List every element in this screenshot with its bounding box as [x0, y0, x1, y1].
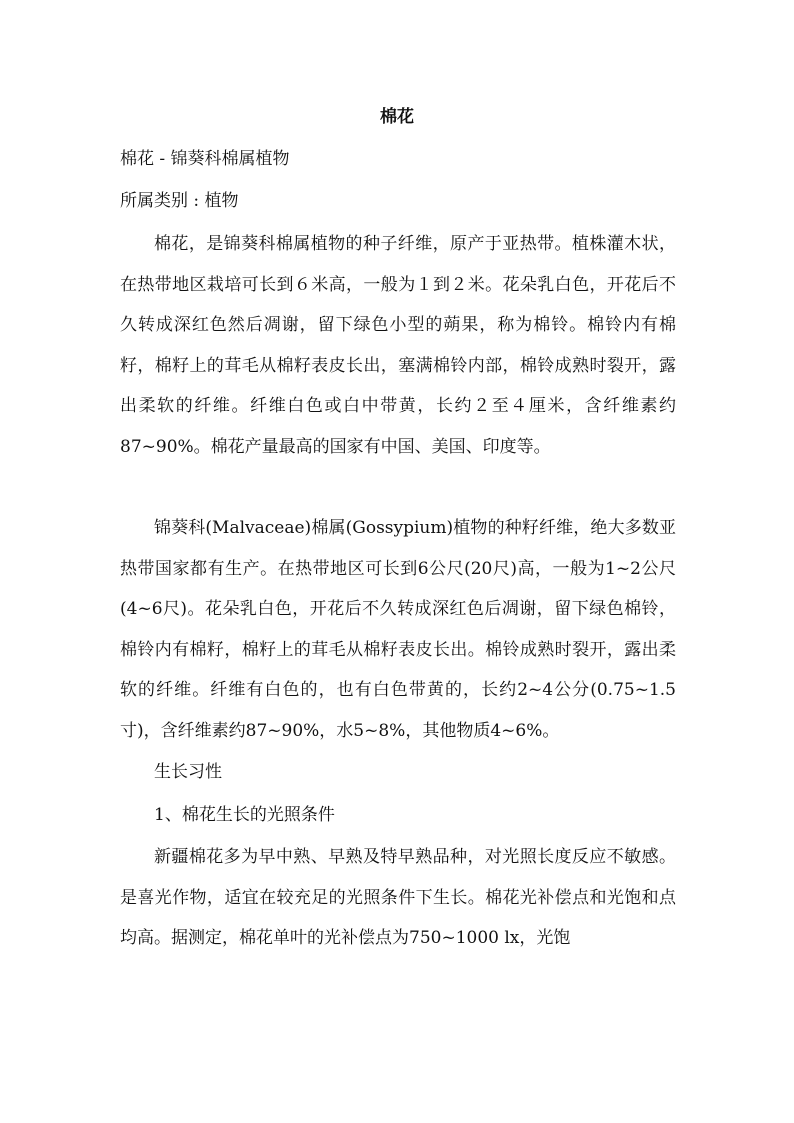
paragraph-light-conditions: 新疆棉花多为早中熟、早熟及特早熟品种，对光照长度反应不敏感。是喜光作物，适宜在较充足的光照条件下生长。棉花光补偿点和光饱和点均高。据测定，棉花单叶的光补偿点为750~1000 lx，光饱	[120, 847, 676, 949]
subsection-heading-light: 1、棉花生长的光照条件	[154, 805, 335, 825]
paragraph-malvaceae: 锦葵科(Malvaceae)棉属(Gossypium)植物的种籽纤维，绝大多数亚热带国家都有生产。在热带地区可长到6公尺(20尺)高，一般为1~2公尺(4~6尺)。花朵乳白色，开花后不久转成深红色后凋谢，留下绿色棉铃，棉铃内有棉籽，棉籽上的茸毛从棉籽表皮长出。棉铃成熟时裂开，露出柔软的纤维。纤维有白色的，也有白色带黄的，长约2~4公分(0.75~1.5寸)，含纤维素约87~90%，水5~8%，其他物质4~6%。	[120, 518, 676, 741]
document-title: 棉花	[380, 107, 414, 127]
paragraph-intro: 棉花，是锦葵科棉属植物的种子纤维，原产于亚热带。植株灌木状，在热带地区栽培可长到６米高，一般为１到２米。花朵乳白色，开花后不久转成深红色然后凋谢，留下绿色小型的蒴果，称为棉铃。棉铃内有棉籽，棉籽上的茸毛从棉籽表皮长出，塞满棉铃内部，棉铃成熟时裂开，露出柔软的纤维。纤维白色或白中带黄，长约２至４厘米，含纤维素约87~90%。棉花产量最高的国家有中国、美国、印度等。	[120, 234, 676, 457]
subtitle-line: 棉花 - 锦葵科棉属植物	[120, 149, 290, 169]
section-heading-growth-habits: 生长习性	[154, 762, 222, 782]
category-line: 所属类别 : 植物	[120, 191, 239, 211]
